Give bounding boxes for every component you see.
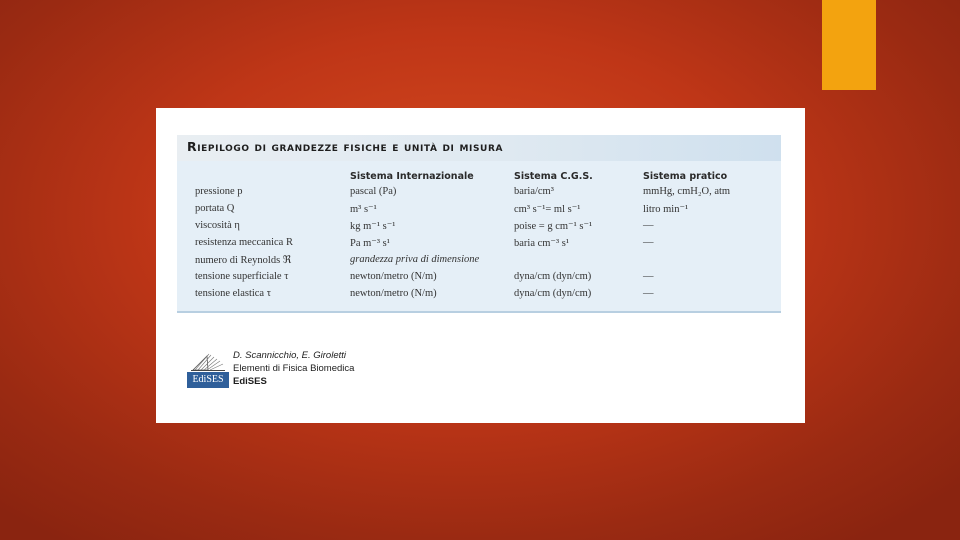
table-row-tensione-superficiale: [177, 271, 781, 286]
cell-si: newton/metro (N/m): [350, 271, 437, 282]
cell-pratico: —: [643, 271, 654, 282]
cell-si: m³ s⁻¹: [350, 204, 377, 215]
book-authors: D. Scannicchio, E. Giroletti: [233, 350, 346, 361]
logo-text: EdiSES: [187, 372, 229, 388]
cell-cgs: dyna/cm (dyn/cm): [514, 288, 592, 299]
cell-quantity: pressione p: [195, 186, 243, 197]
cell-si: kg m⁻¹ s⁻¹: [350, 221, 396, 232]
cell-quantity: viscosità η: [195, 220, 240, 231]
cell-quantity: resistenza meccanica R: [195, 237, 293, 248]
cell-cgs: cm³ s⁻¹= ml s⁻¹: [514, 204, 581, 215]
table-row-reynolds: [177, 254, 781, 269]
cell-cgs: baria/cm³: [514, 186, 554, 197]
header-pratico: Sistema pratico: [643, 171, 728, 182]
publisher-credit: [187, 348, 427, 392]
summary-table: [177, 135, 781, 313]
cell-si: Pa m⁻³ s¹: [350, 238, 390, 249]
book-title: Elementi di Fisica Biomedica: [233, 363, 355, 374]
table-row-tensione-elastica: [177, 288, 781, 303]
cell-quantity: tensione elastica τ: [195, 288, 271, 299]
table-row-portata: [177, 203, 781, 218]
cell-cgs: dyna/cm (dyn/cm): [514, 271, 592, 282]
edises-logo: [187, 348, 229, 388]
cell-cgs: baria cm⁻³ s¹: [514, 238, 569, 249]
table-row-pressione: [177, 186, 781, 201]
table-title-strip: [177, 135, 781, 161]
cell-si: pascal (Pa): [350, 186, 397, 197]
header-cgs: Sistema C.G.S.: [514, 171, 593, 182]
table-bottom-rule: [177, 311, 781, 313]
cell-quantity: tensione superficiale τ: [195, 271, 289, 282]
cell-pratico: —: [643, 288, 654, 299]
cell-si: grandezza priva di dimensione: [350, 254, 480, 265]
cell-pratico: —: [643, 220, 654, 231]
table-row-resistenza: [177, 237, 781, 252]
table-row-viscosita: [177, 220, 781, 235]
cell-quantity: numero di Reynolds ℜ: [195, 255, 292, 266]
book-pages-icon: [187, 348, 229, 372]
table-title: Riepilogo di grandezze fisiche e unità di misura: [187, 139, 504, 154]
cell-si: newton/metro (N/m): [350, 288, 437, 299]
publisher-name: EdiSES: [233, 376, 267, 387]
cell-quantity: portata Q: [195, 203, 235, 214]
cell-cgs: poise = g cm⁻¹ s⁻¹: [514, 221, 593, 232]
cell-pratico: —: [643, 237, 654, 248]
cell-pratico: litro min⁻¹: [643, 204, 689, 215]
slide-image-card: [156, 108, 805, 423]
header-si: Sistema Internazionale: [350, 171, 474, 182]
corner-accent-bar: [822, 0, 876, 90]
cell-pratico: mmHg, cmH₂O, atm: [643, 186, 731, 197]
